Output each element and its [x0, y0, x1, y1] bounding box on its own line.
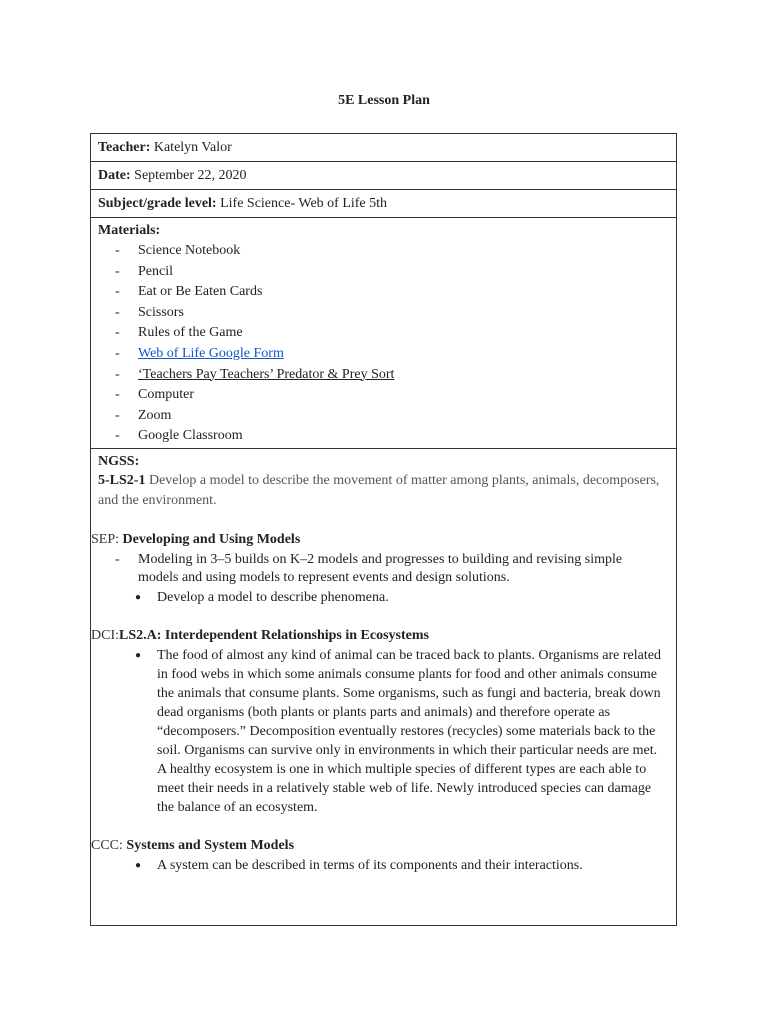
ccc-bullet: ● A system can be described in terms of its components and their interactions. [135, 858, 583, 873]
dci-heading: DCI:LS2.A: Interdependent Relationships in Ecosystems [91, 628, 429, 643]
list-item: - Science Notebook [115, 243, 241, 258]
sep-heading: SEP: Developing and Using Models [91, 532, 301, 547]
list-item: - ‘Teachers Pay Teachers’ Predator & Prey Sort [115, 366, 395, 382]
sep-bullet: ● Develop a model to describe phenomena. [135, 590, 389, 605]
lesson-plan-table [90, 133, 677, 926]
standard-code: 5-LS2-1 Develop a model to describe the movement of matter among plants, animals, decomposers, and the environment. [98, 473, 660, 508]
subject-label: Subject/grade level: [98, 196, 217, 211]
materials-list [98, 241, 669, 447]
list-item: - Scissors [115, 304, 184, 320]
sep-dash-item: - Modeling in 3–5 builds on K–2 models and progresses to building and revising simple models and using models to represent events and design solutions. [115, 552, 623, 585]
page-title: 5E Lesson Plan [338, 93, 430, 108]
date-value: September 22, 2020 [134, 168, 247, 183]
subject-value: Life Science- Web of Life 5th [220, 196, 388, 211]
tpt-link[interactable]: ‘Teachers Pay Teachers’ Predator & Prey Sort [138, 366, 395, 382]
list-item: - Google Classroom [115, 428, 243, 444]
list-item: - Eat or Be Eaten Cards [115, 284, 263, 300]
list-item: - Computer [115, 387, 194, 403]
standard-description: Develop a model to describe the movement of matter among plants, animals, decomposers, and the environment. [98, 473, 660, 508]
ngss-row [91, 449, 676, 925]
ccc-heading: CCC: Systems and System Models [91, 838, 295, 853]
google-form-link[interactable]: Web of Life Google Form [138, 345, 284, 361]
teacher-label: Teacher: [98, 140, 151, 155]
date-row [91, 162, 676, 190]
list-item: - Rules of the Game [115, 325, 243, 341]
materials-label: Materials: [98, 223, 161, 238]
dci-bullet: ● The food of almost any kind of animal can be traced back to plants. Organisms are related in food webs in which some animals consume plants for food and other animals consume the animals that consume plants. Some organisms, such as fungi and bacteria, break down dead organisms (both plants or plants parts and animals) and therefore operate as “decomposers.” Decomposition eventually restores (recycles) some materials back to the soil. Organisms can survive only in environments in which their particular needs are met. A healthy ecosystem is one in which multiple species of different types are each able to meet their needs in a relatively stable web of life. Newly introduced species can damage the balance of an ecosystem. [135, 648, 661, 815]
list-item: - Web of Life Google Form [115, 345, 284, 361]
teacher-row [91, 134, 676, 162]
subject-row [91, 190, 676, 218]
list-item: - Zoom [115, 407, 172, 423]
materials-row [91, 218, 676, 449]
date-label: Date: [98, 168, 131, 183]
ngss-label: NGSS: [98, 454, 140, 469]
list-item: - Pencil [115, 263, 173, 279]
teacher-value: Katelyn Valor [153, 140, 232, 155]
